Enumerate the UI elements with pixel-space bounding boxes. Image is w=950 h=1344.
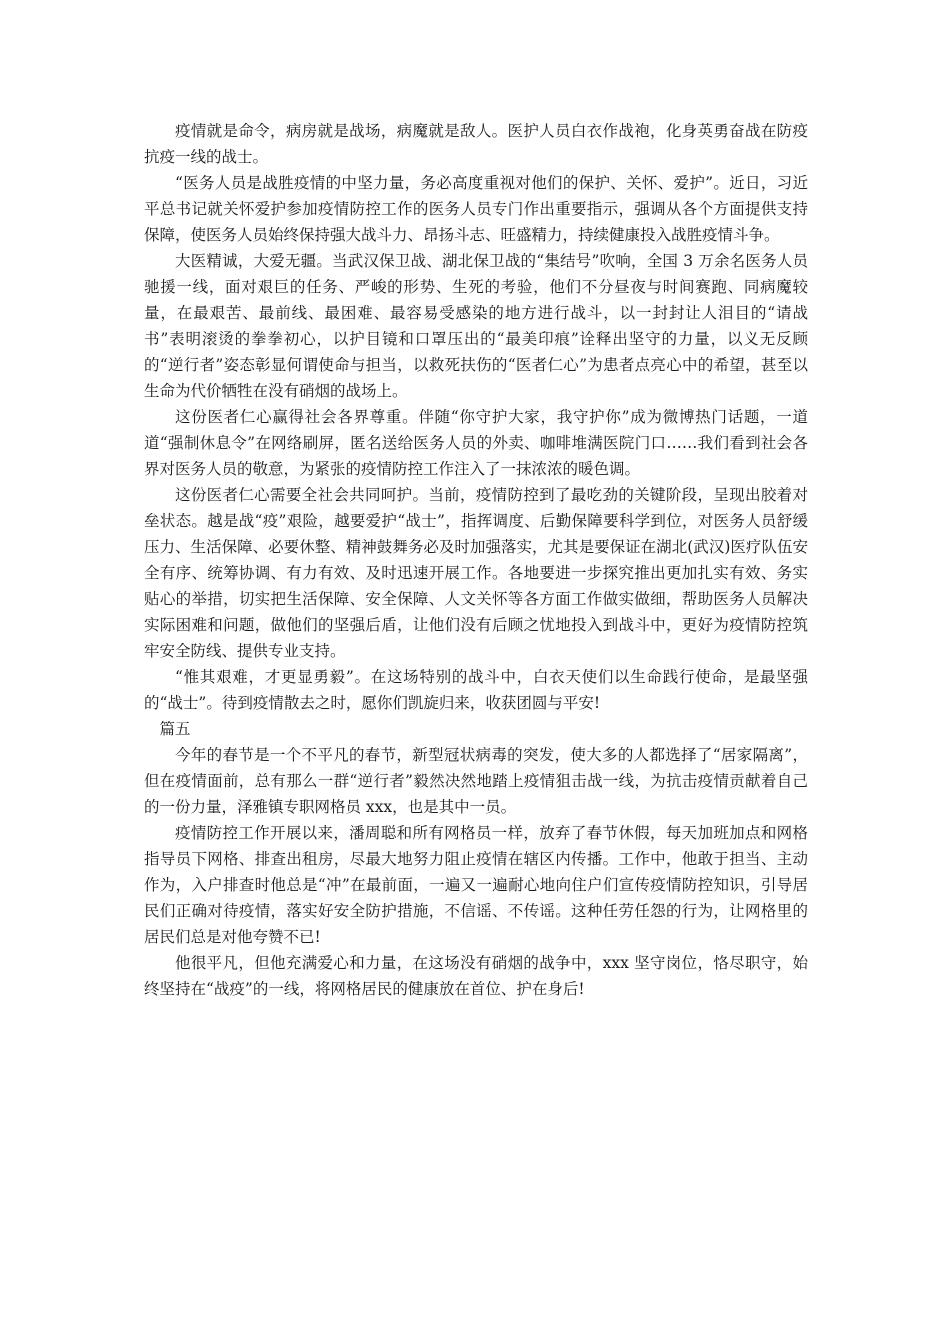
paragraph: 他很平凡，但他充满爱心和力量，在这场没有硝烟的战争中，xxx 坚守岗位，恪尽职守，始终坚持在“战疫”的一线，将网格居民的健康放在首位、护在身后! — [144, 954, 808, 998]
document-body — [144, 118, 808, 1002]
section-heading: 篇五 — [159, 720, 191, 738]
paragraph: 大医精诚，大爱无疆。当武汉保卫战、湖北保卫战的“集结号”吹响，全国 3 万余名医务人员驰援一线，面对艰巨的任务、严峻的形势、生死的考验，他们不分昼夜与时间赛跑、同病魔较量，在最艰苦、最前线、最困难、最容易受感染的地方进行战斗，以一封封让人泪目的“请战书”表明滚烫的拳拳初心，以护目镜和口罩压出的“最美印痕”诠释出坚守的力量，以义无反顾的“逆行者”姿态彰显何谓使命与担当，以救死扶伤的“医者仁心”为患者点亮心中的希望，甚至以生命为代价牺牲在没有硝烟的战场上。 — [144, 252, 808, 400]
paragraph: 今年的春节是一个不平凡的春节，新型冠状病毒的突发，使大多的人都选择了“居家隔离”，但在疫情面前，总有那么一群“逆行者”毅然决然地踏上疫情狙击战一线，为抗击疫情贡献着自己的一份力量，泽雅镇专职网格员 xxx，也是其中一员。 — [144, 746, 808, 816]
paragraph: 疫情就是命令，病房就是战场，病魔就是敌人。医护人员白衣作战袍，化身英勇奋战在防疫抗疫一线的战士。 — [144, 122, 808, 166]
paragraph: 这份医者仁心需要全社会共同呵护。当前，疫情防控到了最吃劲的关键阶段，呈现出胶着对垒状态。越是战“疫”艰险，越要爱护“战士”，指挥调度、后勤保障要科学到位，对医务人员舒缓压力、生活保障、必要休整、精神鼓舞务必及时加强落实，尤其是要保证在湖北(武汉)医疗队伍安全有序、统筹协调、有力有效、及时迅速开展工作。各地要进一步探究推出更加扎实有效、务实贴心的举措，切实把生活保障、安全保障、人文关怀等各方面工作做实做细，帮助医务人员解决实际困难和问题，做他们的坚强后盾，让他们没有后顾之忧地投入到战斗中，更好为疫情防控筑牢安全防线、提供专业支持。 — [144, 486, 808, 660]
paragraph: “医务人员是战胜疫情的中坚力量，务必高度重视对他们的保护、关怀、爱护”。近日，习近平总书记就关怀爱护参加疫情防控工作的医务人员专门作出重要指示，强调从各个方面提供支持保障，使医务人员始终保持强大战斗力、昂扬斗志、旺盛精力，持续健康投入战胜疫情斗争。 — [144, 174, 808, 244]
paragraph: 这份医者仁心赢得社会各界尊重。伴随“你守护大家，我守护你”成为微博热门话题，一道道“强制休息令”在网络刷屏，匿名送给医务人员的外卖、咖啡堆满医院门口……我们看到社会各界对医务人员的敬意，为紧张的疫情防控工作注入了一抹浓浓的暖色调。 — [144, 408, 808, 478]
paragraph: “惟其艰难，才更显勇毅”。在这场特别的战斗中，白衣天使们以生命践行使命，是最坚强的“战士”。待到疫情散去之时，愿你们凯旋归来，收获团圆与平安! — [144, 668, 808, 712]
paragraph: 疫情防控工作开展以来，潘周聪和所有网格员一样，放弃了春节休假，每天加班加点和网格指导员下网格、排查出租房，尽最大地努力阻止疫情在辖区内传播。工作中，他敢于担当、主动作为，入户排查时他总是“冲”在最前面，一遍又一遍耐心地向住户们宣传疫情防控知识，引导居民们正确对待疫情，落实好安全防护措施，不信谣、不传谣。这种任劳任怨的行为，让网格里的居民们总是对他夸赞不已! — [144, 824, 808, 946]
